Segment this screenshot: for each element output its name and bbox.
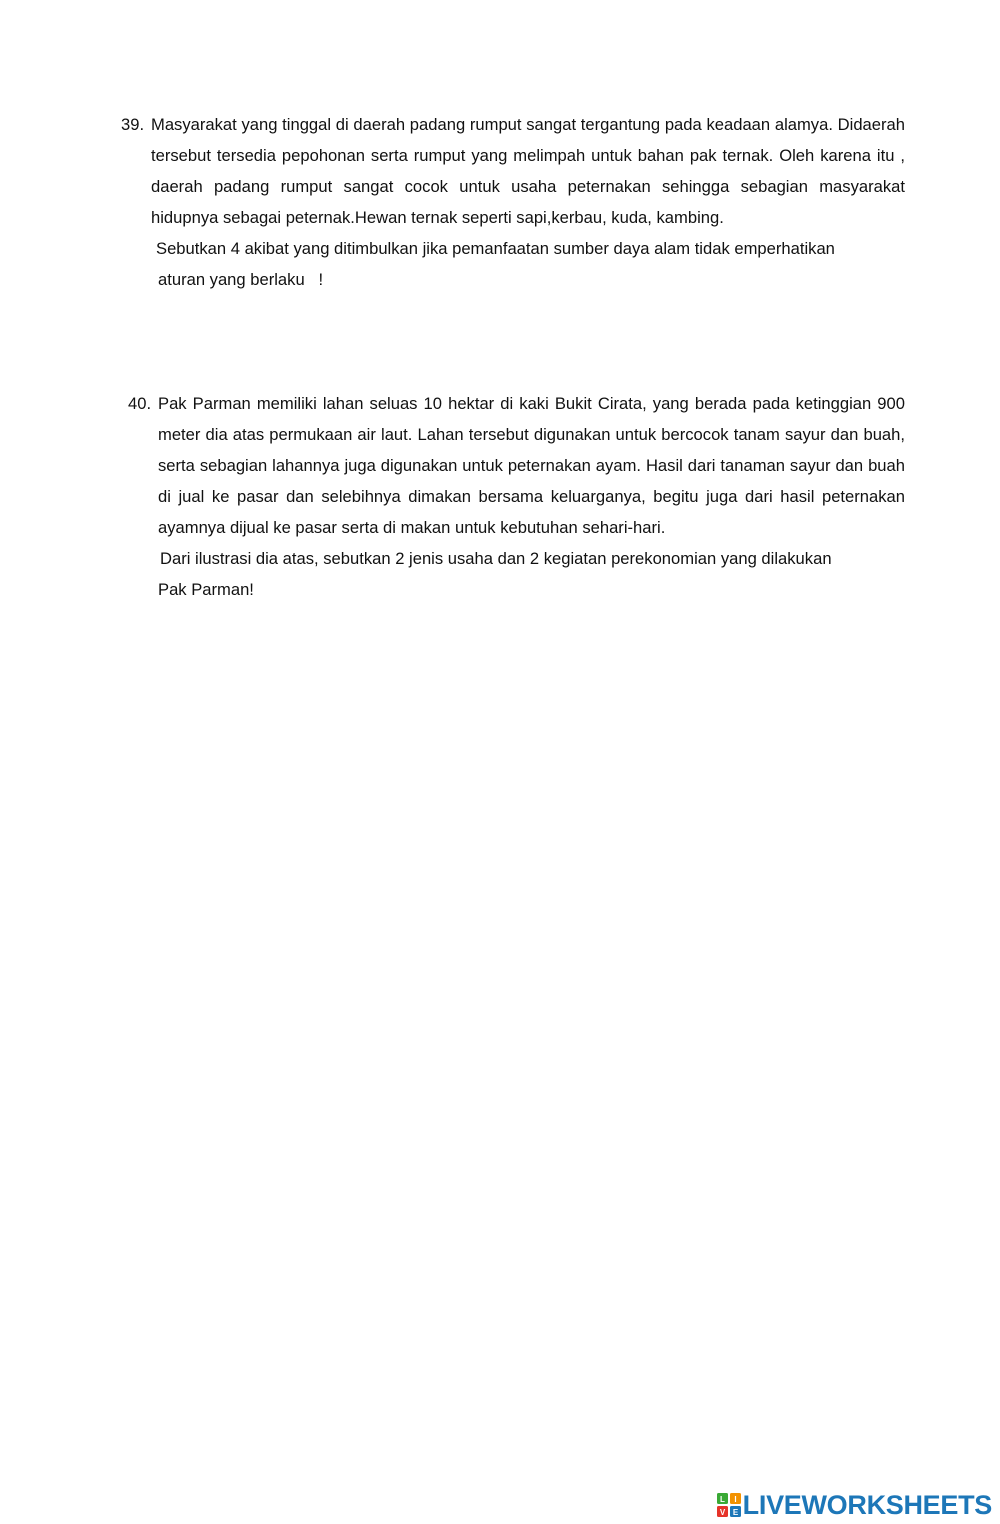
question-paragraph: Pak Parman memiliki lahan seluas 10 hektar di kaki Bukit Cirata, yang berada pada ketinggian 900 meter dia atas permukaan air laut. Lahan tersebut digunakan untuk bercocok tanam sayur dan buah, serta sebagian lahannya juga digunakan untuk peternakan ayam. Hasil dari tanaman sayur dan buah di jual ke pasar dan selebihnya dimakan bersama keluarganya, begitu juga dari hasil peternakan ayamnya dijual ke pasar serta di makan untuk kebutuhan sehari-hari. — [158, 394, 905, 537]
svg-text:I: I — [734, 1494, 737, 1504]
question-paragraph: Masyarakat yang tinggal di daerah padang rumput sangat tergantung pada keadaan alamya. Didaerah tersebut tersedia pepohonan serta rumput yang melimpah untuk bahan pak ternak. Oleh karena itu , daerah padang rumput sangat cocok untuk usaha peternakan sehingga sebagian masyarakat hidupnya sebagai peternak.Hewan ternak seperti sapi,kerbau, kuda, kambing. — [151, 115, 905, 227]
question-prompt: Sebutkan 4 akibat yang ditimbulkan jika pemanfaatan sumber daya alam tidak emperhatikan — [156, 239, 835, 258]
question-prompt-continuation: aturan yang berlaku ! — [158, 270, 324, 289]
svg-text:E: E — [732, 1507, 738, 1517]
liveworksheets-logo-icon — [717, 1493, 741, 1517]
liveworksheets-logo-text: LIVEWORKSHEETS — [742, 1490, 992, 1520]
question-prompt-continuation: Pak Parman! — [158, 580, 254, 599]
question-number: 40. — [128, 394, 152, 413]
liveworksheets-logo — [717, 1492, 992, 1518]
question-39 — [121, 109, 905, 295]
question-number: 39. — [121, 115, 145, 134]
svg-text:L: L — [719, 1494, 725, 1504]
question-40 — [128, 388, 905, 605]
svg-text:V: V — [719, 1507, 725, 1517]
question-prompt: Dari ilustrasi dia atas, sebutkan 2 jenis usaha dan 2 kegiatan perekonomian yang dilakukan — [160, 549, 832, 568]
